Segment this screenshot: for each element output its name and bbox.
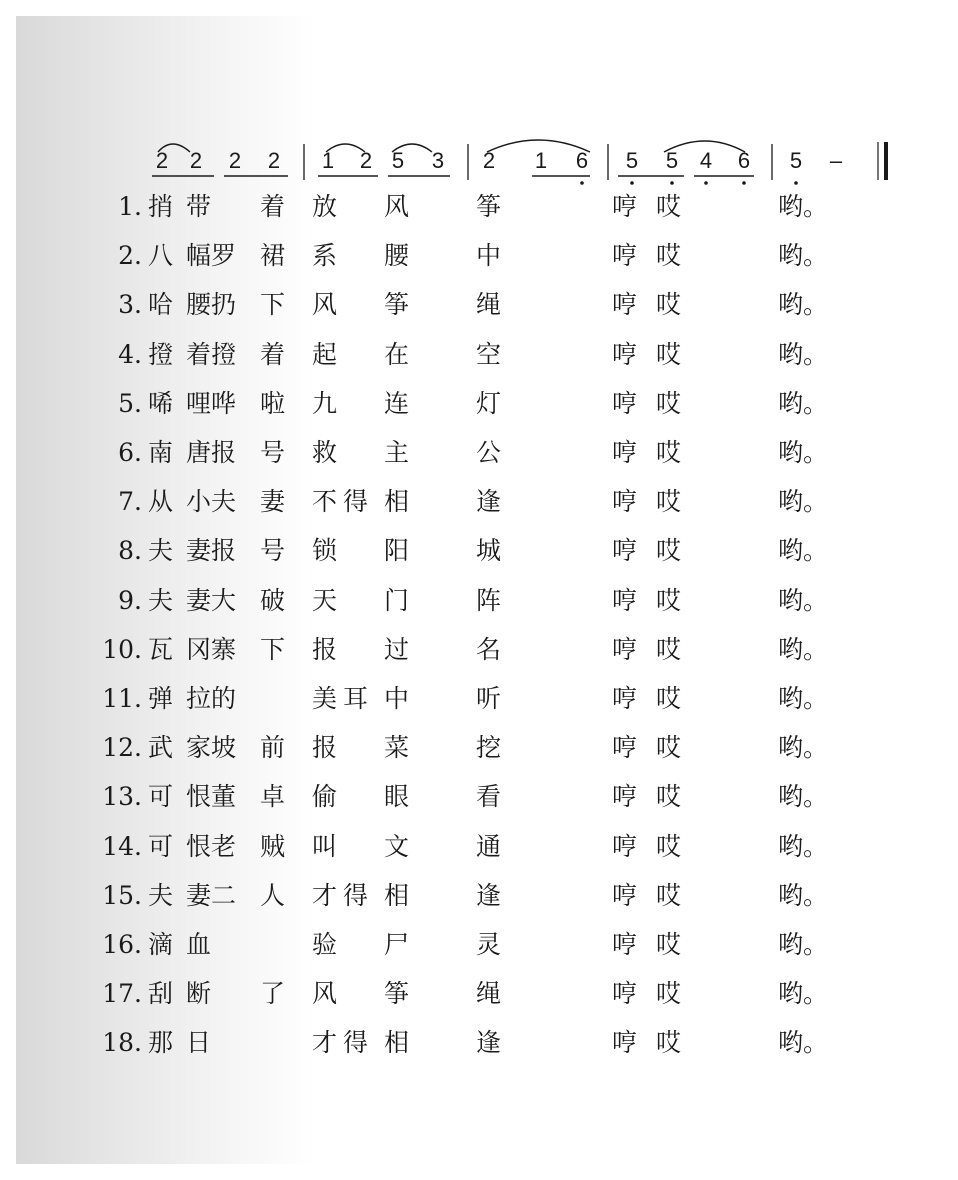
verse-number: 6. bbox=[118, 438, 142, 467]
lyric-line bbox=[0, 782, 958, 822]
lyric-word: 逢 bbox=[476, 1028, 502, 1057]
lyric-hum: 哎 bbox=[656, 586, 682, 615]
note: 5 bbox=[391, 148, 405, 173]
lyric-word: 挖 bbox=[476, 733, 502, 762]
verse-number: 5. bbox=[118, 389, 142, 418]
lyric-word: 南 bbox=[148, 438, 174, 467]
lyric-word: 系 bbox=[312, 241, 338, 270]
verse-number: 14. bbox=[102, 832, 142, 861]
lyric-hum: 哼 bbox=[612, 1028, 638, 1057]
lyric-word: 恨老 bbox=[186, 832, 237, 861]
lyric-line bbox=[0, 192, 958, 232]
lyric-word: 相 bbox=[384, 881, 410, 910]
lyric-hum: 哼 bbox=[612, 979, 638, 1008]
verse-number: 7. bbox=[118, 487, 142, 516]
lyric-word: 着 bbox=[260, 192, 286, 221]
lyric-hum: 哎 bbox=[656, 881, 682, 910]
lyric-word: 卓 bbox=[260, 782, 286, 811]
lyric-hum: 哼 bbox=[612, 881, 638, 910]
lyric-word: 连 bbox=[384, 389, 410, 418]
note: 2 bbox=[155, 148, 169, 173]
lyric-word: 哩哗 bbox=[186, 389, 237, 418]
lyric-hum: 哎 bbox=[656, 241, 682, 270]
lyric-ending: 哟。 bbox=[778, 979, 829, 1008]
lyric-word: 带 bbox=[186, 192, 212, 221]
note: 6 bbox=[575, 148, 589, 173]
lyric-word: 武 bbox=[148, 733, 174, 762]
lyric-ending: 哟。 bbox=[778, 487, 829, 516]
verse-number: 18. bbox=[102, 1028, 142, 1057]
lyric-line bbox=[0, 979, 958, 1019]
lyric-word: 夫 bbox=[148, 586, 174, 615]
verse-number: 17. bbox=[102, 979, 142, 1008]
lyric-word: 筝 bbox=[384, 979, 410, 1008]
lyric-hum: 哎 bbox=[656, 290, 682, 319]
lyric-word: 美耳 bbox=[312, 684, 375, 713]
lyric-word: 捎 bbox=[148, 192, 174, 221]
lyric-word: 验 bbox=[312, 930, 338, 959]
lyric-ending: 哟。 bbox=[778, 832, 829, 861]
verse-number: 16. bbox=[102, 930, 142, 959]
lyric-word: 幅罗 bbox=[186, 241, 237, 270]
lyric-word: 哈 bbox=[148, 290, 174, 319]
lyric-hum: 哼 bbox=[612, 290, 638, 319]
lyric-word: 不得 bbox=[312, 487, 375, 516]
lyric-word: 主 bbox=[384, 438, 410, 467]
lyric-word: 才得 bbox=[312, 1028, 375, 1057]
lyric-ending: 哟。 bbox=[778, 1028, 829, 1057]
lyric-word: 过 bbox=[384, 635, 410, 664]
lyric-word: 滴 bbox=[148, 930, 174, 959]
note: 1 bbox=[534, 148, 548, 173]
lyric-word: 唐报 bbox=[186, 438, 237, 467]
lyric-hum: 哼 bbox=[612, 487, 638, 516]
lyric-hum: 哎 bbox=[656, 733, 682, 762]
verse-number: 1. bbox=[118, 192, 142, 221]
lyric-ending: 哟。 bbox=[778, 684, 829, 713]
lyric-hum: 哼 bbox=[612, 930, 638, 959]
verse-number: 11. bbox=[102, 684, 142, 713]
lyric-word: 报 bbox=[312, 733, 338, 762]
lyric-hum: 哎 bbox=[656, 487, 682, 516]
lyric-word: 名 bbox=[476, 635, 502, 664]
lyric-word: 眼 bbox=[384, 782, 410, 811]
lyric-hum: 哼 bbox=[612, 192, 638, 221]
lyric-word: 小夫 bbox=[186, 487, 237, 516]
lyric-hum: 哎 bbox=[656, 930, 682, 959]
lyric-hum: 哎 bbox=[656, 192, 682, 221]
lyric-word: 风 bbox=[312, 290, 338, 319]
lyric-line bbox=[0, 536, 958, 576]
lyric-word: 可 bbox=[148, 782, 174, 811]
lyric-word: 才得 bbox=[312, 881, 375, 910]
lyric-word: 着撜 bbox=[186, 340, 237, 369]
note: 3 bbox=[431, 148, 445, 173]
verse-number: 10. bbox=[102, 635, 142, 664]
lyric-word: 弹 bbox=[148, 684, 174, 713]
note: 1 bbox=[321, 148, 335, 173]
lyric-word: 绳 bbox=[476, 979, 502, 1008]
lyric-word: 妻报 bbox=[186, 536, 237, 565]
lyric-word: 锁 bbox=[312, 536, 338, 565]
lyric-word: 相 bbox=[384, 487, 410, 516]
lyric-hum: 哎 bbox=[656, 536, 682, 565]
lyric-word: 血 bbox=[186, 930, 212, 959]
lyric-hum: 哎 bbox=[656, 684, 682, 713]
note: 5 bbox=[625, 148, 639, 173]
lyric-word: 阳 bbox=[384, 536, 410, 565]
lyric-line bbox=[0, 487, 958, 527]
lyric-word: 风 bbox=[312, 979, 338, 1008]
lyric-word: 文 bbox=[384, 832, 410, 861]
lyric-word: 相 bbox=[384, 1028, 410, 1057]
lyric-word: 灵 bbox=[476, 930, 502, 959]
lyric-word: 看 bbox=[476, 782, 502, 811]
lyric-word: 妻二 bbox=[186, 881, 237, 910]
lyric-ending: 哟。 bbox=[778, 192, 829, 221]
lyric-ending: 哟。 bbox=[778, 782, 829, 811]
lyric-word: 刮 bbox=[148, 979, 174, 1008]
lyric-word: 夫 bbox=[148, 536, 174, 565]
lyric-word: 号 bbox=[260, 438, 286, 467]
lyric-line bbox=[0, 881, 958, 921]
lyric-word: 日 bbox=[186, 1028, 212, 1057]
lyric-line bbox=[0, 635, 958, 675]
verse-number: 3. bbox=[118, 290, 142, 319]
lyric-hum: 哼 bbox=[612, 340, 638, 369]
lyric-hum: 哎 bbox=[656, 1028, 682, 1057]
lyric-hum: 哎 bbox=[656, 979, 682, 1008]
lyric-word: 筝 bbox=[476, 192, 502, 221]
lyric-word: 天 bbox=[312, 586, 338, 615]
lyric-word: 拉的 bbox=[186, 684, 237, 713]
lyric-ending: 哟。 bbox=[778, 586, 829, 615]
lyric-ending: 哟。 bbox=[778, 438, 829, 467]
verse-number: 12. bbox=[102, 733, 142, 762]
note: 2 bbox=[228, 148, 242, 173]
lyric-word: 通 bbox=[476, 832, 502, 861]
lyric-hum: 哎 bbox=[656, 635, 682, 664]
lyric-line bbox=[0, 1028, 958, 1068]
lyric-word: 灯 bbox=[476, 389, 502, 418]
lyric-ending: 哟。 bbox=[778, 290, 829, 319]
lyric-word: 筝 bbox=[384, 290, 410, 319]
lyric-hum: 哎 bbox=[656, 832, 682, 861]
lyric-line bbox=[0, 340, 958, 380]
lyric-word: 唏 bbox=[148, 389, 174, 418]
lyric-word: 腰扔 bbox=[186, 290, 237, 319]
lyric-word: 妻大 bbox=[186, 586, 237, 615]
lyric-line bbox=[0, 586, 958, 626]
lyric-word: 中 bbox=[384, 684, 410, 713]
lyric-hum: 哼 bbox=[612, 536, 638, 565]
lyric-word: 家坡 bbox=[186, 733, 237, 762]
lyric-word: 夫 bbox=[148, 881, 174, 910]
lyric-word: 号 bbox=[260, 536, 286, 565]
lyric-word: 腰 bbox=[384, 241, 410, 270]
note: 4 bbox=[699, 148, 713, 173]
lyric-word: 撜 bbox=[148, 340, 174, 369]
lyric-word: 恨董 bbox=[186, 782, 237, 811]
lyric-word: 下 bbox=[260, 635, 286, 664]
lyric-line bbox=[0, 438, 958, 478]
lyric-word: 啦 bbox=[260, 389, 286, 418]
lyric-word: 从 bbox=[148, 487, 174, 516]
lyric-line bbox=[0, 832, 958, 872]
lyric-hum: 哼 bbox=[612, 586, 638, 615]
lyric-word: 空 bbox=[476, 340, 502, 369]
lyric-word: 门 bbox=[384, 586, 410, 615]
lyric-word: 听 bbox=[476, 684, 502, 713]
note: 2 bbox=[482, 148, 496, 173]
verse-number: 8. bbox=[118, 536, 142, 565]
note: 2 bbox=[267, 148, 281, 173]
lyric-hum: 哼 bbox=[612, 438, 638, 467]
lyric-line bbox=[0, 684, 958, 724]
lyric-word: 裙 bbox=[260, 241, 286, 270]
lyric-hum: 哼 bbox=[612, 733, 638, 762]
lyric-word: 断 bbox=[186, 979, 212, 1008]
lyric-word: 那 bbox=[148, 1028, 174, 1057]
notation-lines bbox=[0, 0, 958, 200]
lyric-ending: 哟。 bbox=[778, 340, 829, 369]
lyric-line bbox=[0, 290, 958, 330]
lyric-hum: 哼 bbox=[612, 832, 638, 861]
lyric-hum: 哼 bbox=[612, 389, 638, 418]
note: – bbox=[829, 148, 843, 173]
lyric-ending: 哟。 bbox=[778, 241, 829, 270]
lyric-line bbox=[0, 733, 958, 773]
lyric-word: 贼 bbox=[260, 832, 286, 861]
lyric-hum: 哎 bbox=[656, 438, 682, 467]
lyric-line bbox=[0, 389, 958, 429]
lyric-word: 救 bbox=[312, 438, 338, 467]
verse-number: 4. bbox=[118, 340, 142, 369]
note: 2 bbox=[359, 148, 373, 173]
lyric-word: 逢 bbox=[476, 487, 502, 516]
verse-number: 2. bbox=[118, 241, 142, 270]
lyric-word: 叫 bbox=[312, 832, 338, 861]
lyric-word: 冈寨 bbox=[186, 635, 237, 664]
lyric-word: 妻 bbox=[260, 487, 286, 516]
lyric-word: 报 bbox=[312, 635, 338, 664]
lyric-word: 下 bbox=[260, 290, 286, 319]
lyric-word: 九 bbox=[312, 389, 338, 418]
lyric-word: 偷 bbox=[312, 782, 338, 811]
lyric-word: 阵 bbox=[476, 586, 502, 615]
verse-number: 15. bbox=[102, 881, 142, 910]
lyric-ending: 哟。 bbox=[778, 635, 829, 664]
lyric-hum: 哼 bbox=[612, 684, 638, 713]
lyric-ending: 哟。 bbox=[778, 881, 829, 910]
note: 5 bbox=[789, 148, 803, 173]
lyric-word: 绳 bbox=[476, 290, 502, 319]
verse-number: 13. bbox=[102, 782, 142, 811]
lyric-ending: 哟。 bbox=[778, 930, 829, 959]
lyric-word: 着 bbox=[260, 340, 286, 369]
lyric-word: 破 bbox=[260, 586, 286, 615]
lyric-hum: 哼 bbox=[612, 241, 638, 270]
verse-number: 9. bbox=[118, 586, 142, 615]
lyric-word: 可 bbox=[148, 832, 174, 861]
lyric-ending: 哟。 bbox=[778, 536, 829, 565]
lyric-hum: 哎 bbox=[656, 389, 682, 418]
lyric-word: 中 bbox=[476, 241, 502, 270]
lyric-ending: 哟。 bbox=[778, 389, 829, 418]
note: 5 bbox=[665, 148, 679, 173]
lyric-word: 风 bbox=[384, 192, 410, 221]
lyric-word: 起 bbox=[312, 340, 338, 369]
lyric-hum: 哎 bbox=[656, 340, 682, 369]
lyric-line bbox=[0, 241, 958, 281]
note: 2 bbox=[189, 148, 203, 173]
lyric-word: 菜 bbox=[384, 733, 410, 762]
lyric-ending: 哟。 bbox=[778, 733, 829, 762]
lyric-line bbox=[0, 930, 958, 970]
lyric-word: 在 bbox=[384, 340, 410, 369]
lyric-hum: 哼 bbox=[612, 635, 638, 664]
lyric-word: 了 bbox=[260, 979, 286, 1008]
music-notation bbox=[0, 0, 958, 200]
lyric-word: 尸 bbox=[384, 930, 410, 959]
lyric-word: 城 bbox=[476, 536, 502, 565]
lyric-hum: 哼 bbox=[612, 782, 638, 811]
lyric-word: 瓦 bbox=[148, 635, 174, 664]
lyric-word: 八 bbox=[148, 241, 174, 270]
lyric-word: 前 bbox=[260, 733, 286, 762]
lyric-word: 逢 bbox=[476, 881, 502, 910]
note: 6 bbox=[737, 148, 751, 173]
lyric-hum: 哎 bbox=[656, 782, 682, 811]
lyric-word: 放 bbox=[312, 192, 338, 221]
lyric-word: 公 bbox=[476, 438, 502, 467]
lyric-word: 人 bbox=[260, 881, 286, 910]
